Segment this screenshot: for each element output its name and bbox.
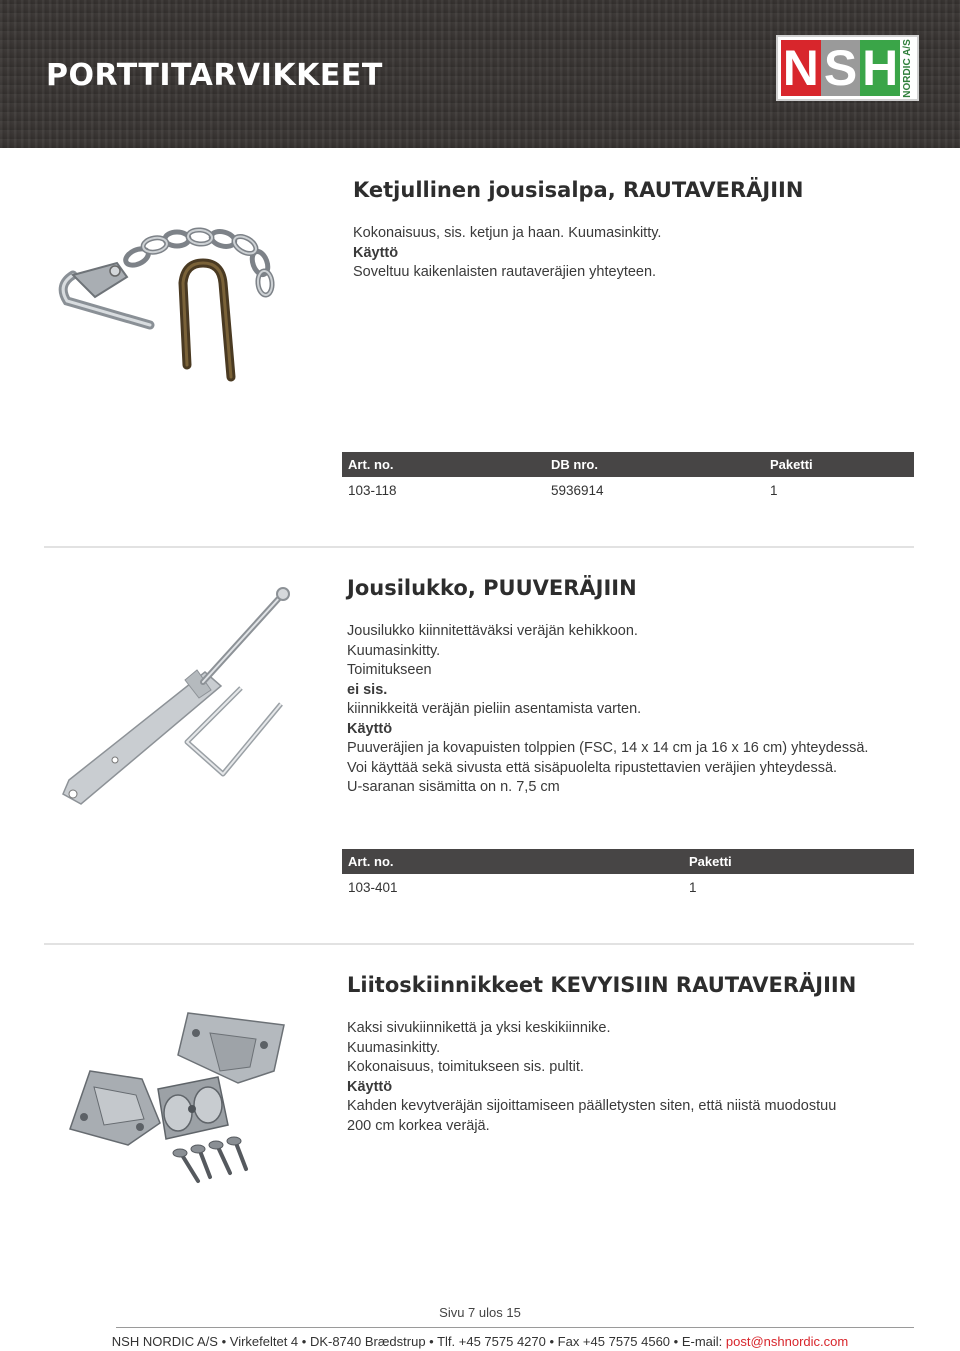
description-line: Kahden kevytveräjän sijoittamiseen päälletysten siten, että niistä muodostuu: [347, 1098, 837, 1114]
section-divider: [44, 546, 914, 548]
footer-divider: [116, 1327, 914, 1328]
description-line: Kaksi sivukiinnikettä ja yksi keskikiinnike.: [347, 1020, 611, 1036]
nsh-logo: [776, 35, 919, 101]
column-header-art-no: Art. no.: [348, 854, 394, 869]
description-line: Soveltuu kaikenlaisten rautaveräjien yhteyteen.: [353, 264, 657, 280]
table-header: [342, 452, 914, 477]
column-header-art-no: Art. no.: [348, 457, 394, 472]
product-description: [347, 1019, 836, 1136]
cell-art-no: 103-118: [348, 483, 397, 498]
description-line: Voi käyttää sekä sivusta että sisäpuolelta ripustettavien veräjien yhteydessä.: [347, 759, 838, 776]
page-number: Sivu 7 ulos 15: [439, 1305, 521, 1320]
header-banner: [0, 0, 960, 148]
logo-letter-s: S: [821, 40, 861, 96]
description-line: Jousilukko kiinnitettäväksi veräjän kehikkoon.: [347, 623, 638, 639]
usage-heading: Käyttö: [347, 1078, 393, 1095]
logo-subtitle-box: [900, 40, 914, 96]
cell-db-nro: 5936914: [551, 483, 604, 498]
column-header-db-nro: DB nro.: [551, 457, 598, 472]
cell-art-no: 103-401: [348, 880, 398, 895]
page-title: PORTTITARVIKKEET: [46, 58, 383, 93]
description-line: 200 cm korkea veräjä.: [347, 1117, 490, 1134]
product-title: Ketjullinen jousisalpa, RAUTAVERÄJIIN: [353, 178, 804, 202]
product-title: Jousilukko, PUUVERÄJIIN: [347, 576, 637, 600]
footer-address-text: NSH NORDIC A/S • Virkefeltet 4 • DK-8740 Brædstrup • Tlf. +45 7575 4270 • Fax +45 7575 4560 • E-mail:: [111, 1334, 726, 1349]
usage-heading: Käyttö: [353, 244, 399, 261]
description-line: Kokonaisuus, toimitukseen sis. pultit.: [347, 1059, 584, 1075]
product-title: Liitoskiinnikkeet KEVYISIIN RAUTAVERÄJIIN: [347, 973, 857, 997]
description-line: kiinnikkeitä veräjän pieliin asentamista varten.: [347, 701, 642, 717]
logo-subtitle: NORDIC A/S: [901, 38, 913, 98]
description-line: U-saranan sisämitta on n. 7,5 cm: [347, 779, 560, 795]
brackets-image: [60, 1005, 290, 1190]
description-line: Toimitukseen: [347, 662, 432, 678]
logo-letter-n: N: [782, 40, 819, 96]
logo-letter-h: H: [862, 40, 899, 96]
description-line: Puuveräjien ja kovapuisten tolppien (FSC, 14 x 14 cm ja 16 x 16 cm) yhteydessä.: [347, 740, 869, 756]
description-line: Kuumasinkitty.: [347, 642, 441, 659]
usage-heading: Käyttö: [347, 720, 393, 737]
chain-latch-image: [55, 215, 295, 390]
description-line-bold: ei sis.: [347, 681, 388, 698]
section-divider: [44, 943, 914, 945]
column-header-paketti: Paketti: [770, 457, 813, 472]
product-description: [347, 622, 868, 798]
cell-paketti: 1: [770, 483, 778, 498]
cell-paketti: 1: [689, 880, 697, 895]
column-header-paketti: Paketti: [689, 854, 732, 869]
footer-email-link[interactable]: post@nshnordic.com: [725, 1334, 849, 1349]
product-description: [353, 224, 661, 283]
description-line: Kuumasinkitty.: [347, 1039, 441, 1056]
spring-lock-image: [55, 582, 295, 817]
table-row: [342, 875, 914, 900]
description-line: Kokonaisuus, sis. ketjun ja haan. Kuumasinkitty.: [353, 225, 662, 241]
footer-address: [0, 1334, 960, 1349]
table-header: [342, 849, 914, 874]
table-row: [342, 478, 914, 503]
